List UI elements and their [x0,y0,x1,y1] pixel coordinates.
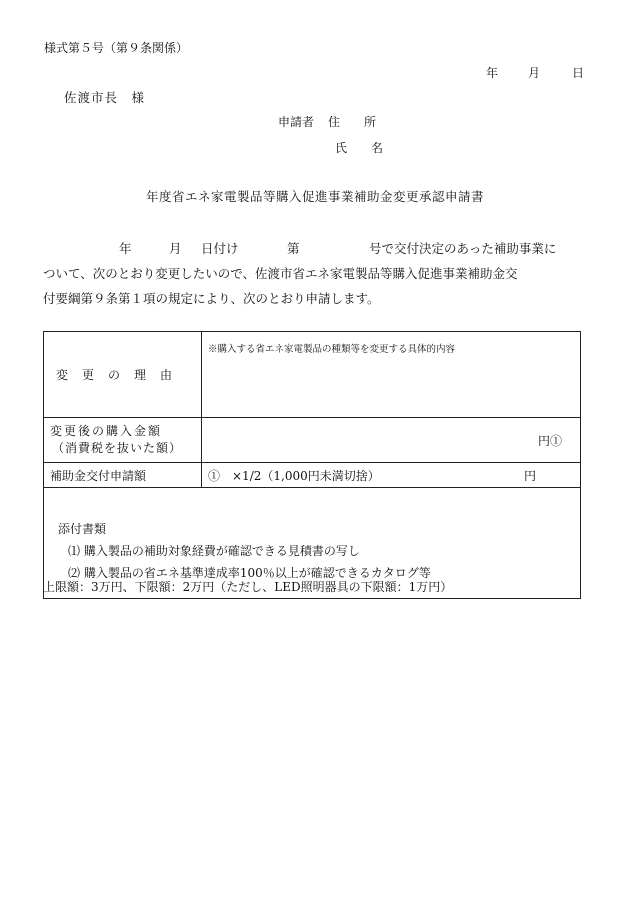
attachments-title: 添付書類 [58,522,107,536]
subsidy-label: 補助金交付申請額 [50,468,147,483]
body-year: 年 [119,241,132,256]
amount-unit: 円① [537,433,562,448]
subsidy-label-cell [44,463,202,488]
body-number: 第 [287,241,300,256]
amount-value-cell[interactable] [202,418,581,463]
applicant-address [278,113,376,130]
reason-label-cell [44,332,202,418]
date-month: 月 [527,66,540,80]
reason-note: ※購入する省エネ家電製品の種類等を変更する具体的内容 [208,344,456,355]
address-label: 住 所 [328,115,377,129]
application-table [43,331,581,599]
form-number: 様式第５号（第９条関係） [44,41,189,55]
body-line-3: 付要綱第９条第１項の規定により、次のとおり申請します。 [43,291,380,306]
applicant-name: 氏 名 [335,141,384,155]
row-reason [44,332,581,418]
date-day: 日 [571,66,584,80]
date-year: 年 [485,66,498,80]
subsidy-unit: 円 [523,469,536,483]
attachment-item: ⑵ 購入製品の省エネ基準達成率100％以上が確認できるカタログ等 [68,566,431,580]
footnote: 上限額：3万円、下限額：2万円（ただし、LED照明器具の下限額：1万円） [43,580,453,594]
document-title: 年度省エネ家電製品等購入促進事業補助金変更承認申請書 [145,189,484,204]
amount-label-cell [44,418,202,463]
body-dated: 日付け [201,241,239,256]
body-month: 月 [169,241,182,256]
applicant-prefix: 申請者 [278,115,315,129]
body-rest: 号で交付決定のあった補助事業に [369,241,557,256]
date-line [486,64,584,81]
amount-sub-label: （消費税を抜いた額） [52,441,183,455]
body-text [43,236,591,311]
attachment-item: ⑴ 購入製品の補助対象経費が確認できる見積書の写し [68,544,360,558]
body-line-1 [43,236,591,261]
subsidy-value-cell[interactable] [202,463,581,488]
reason-label: 変更の理由 [56,368,187,382]
body-line-2: ついて、次のとおり変更したいので、佐渡市省エネ家電製品等購入促進事業補助金交 [43,266,518,281]
amount-label: 変更後の購入金額 [50,424,163,438]
addressee: 佐渡市長 様 [64,90,146,105]
row-amount [44,418,581,463]
row-subsidy [44,463,581,488]
subsidy-formula: ① ×1/2（1,000円未満切捨） [208,468,380,483]
reason-value-cell[interactable] [202,332,581,418]
